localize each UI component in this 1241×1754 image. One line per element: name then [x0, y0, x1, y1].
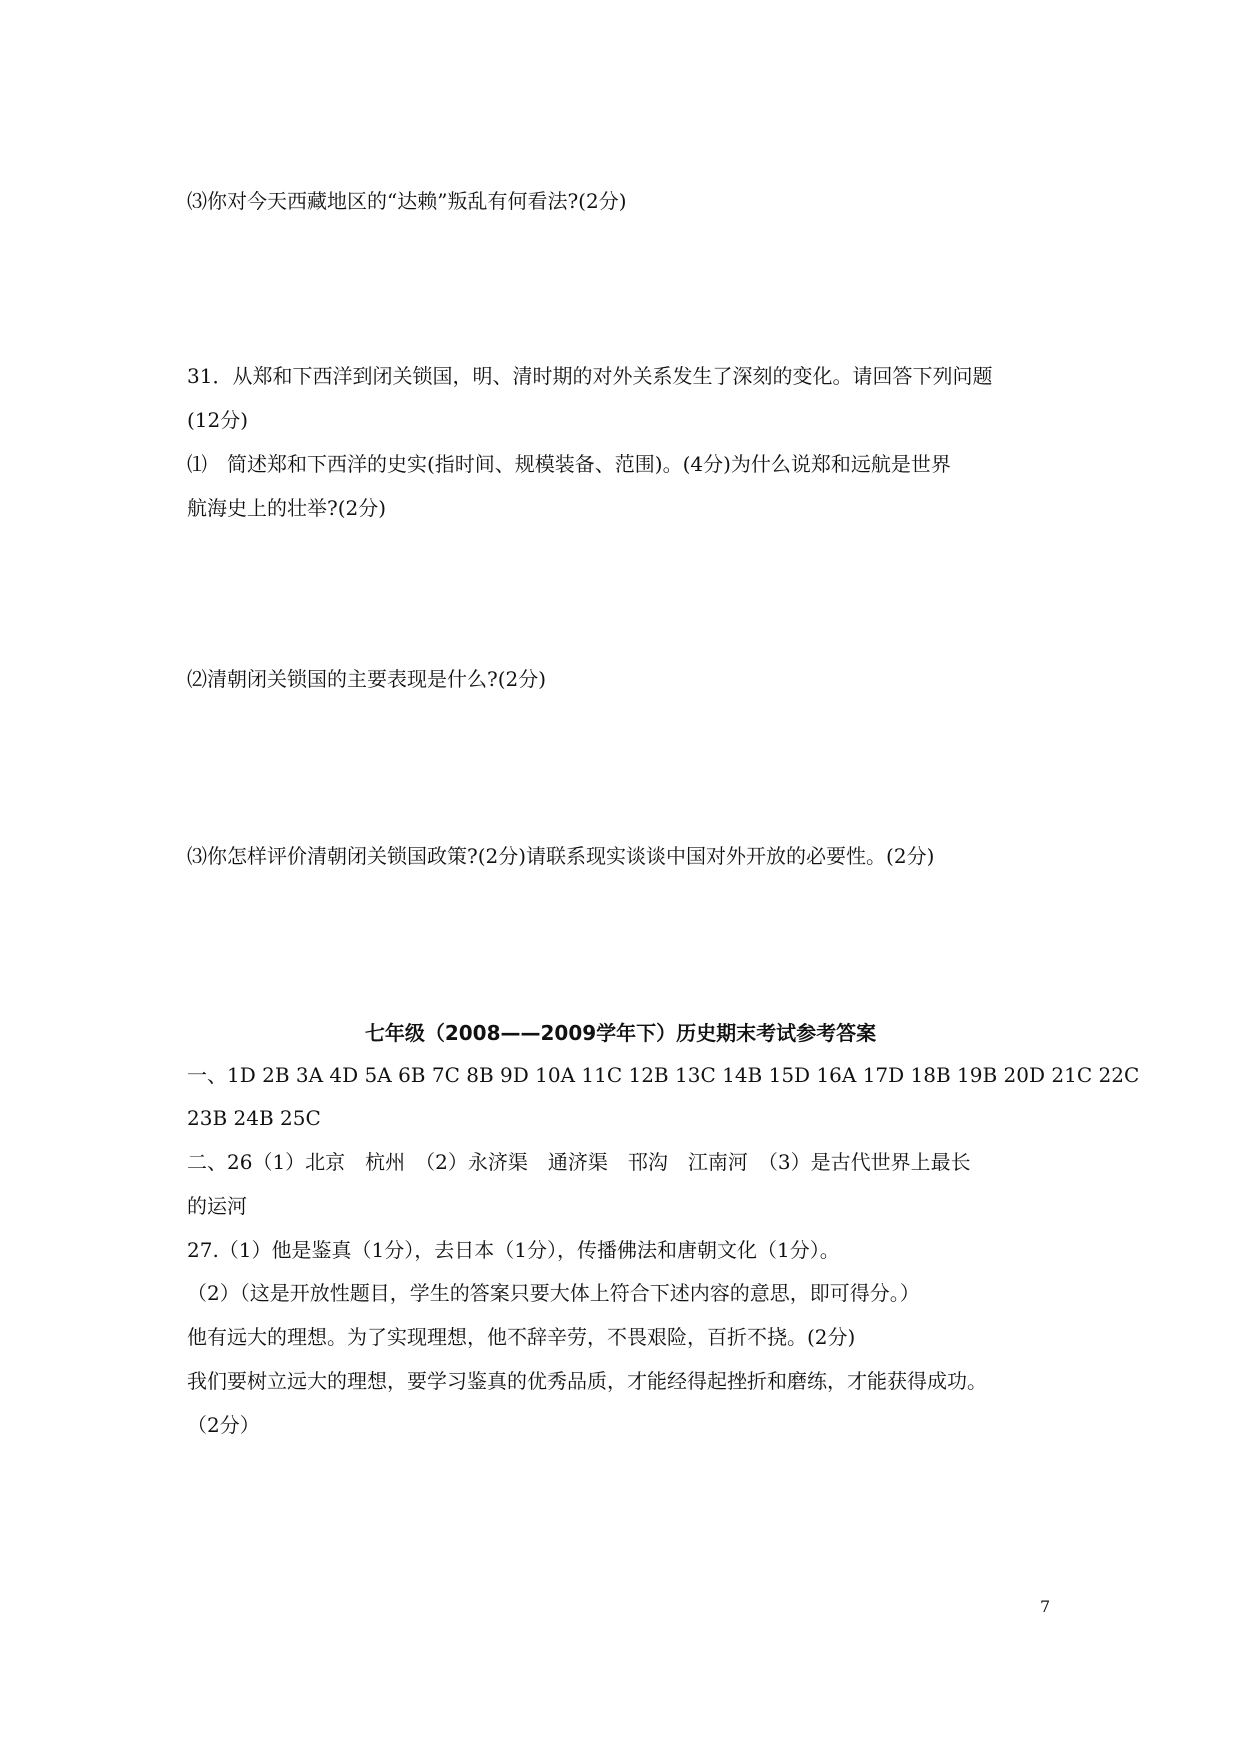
answer-part-1-cont: 23B 24B 25C	[187, 1106, 321, 1130]
answer-27-line-4: 我们要树立远大的理想，要学习鉴真的优秀品质，才能经得起挫折和磨练，才能获得成功。	[187, 1369, 987, 1393]
answer-27-part-2: （2）（这是开放性题目，学生的答案只要大体上符合下述内容的意思，即可得分。）	[187, 1281, 920, 1305]
question-31-intro-points: (12分)	[187, 408, 249, 432]
page-number: 7	[1040, 1597, 1051, 1616]
question-31-part-1-cont: 航海史上的壮举?(2分)	[187, 496, 387, 520]
question-31-part-1: ⑴ 简述郑和下西洋的史实(指时间、规模装备、范围)。(4分)为什么说郑和远航是世界	[187, 452, 951, 476]
answer-part-2-cont: 的运河	[187, 1194, 247, 1218]
answer-27-part-1: 27.（1）他是鉴真（1分），去日本（1分），传播佛法和唐朝文化（1分）。	[187, 1238, 840, 1262]
answer-part-2: 二、26（1）北京 杭州 （2）永济渠 通济渠 邗沟 江南河 （3）是古代世界上最长	[187, 1150, 971, 1174]
question-31-part-2: ⑵清朝闭关锁国的主要表现是什么?(2分)	[187, 667, 547, 691]
question-30-part-3: ⑶你对今天西藏地区的“达赖”叛乱有何看法?(2分)	[187, 189, 627, 213]
answer-key-title: 七年级（2008——2009学年下）历史期末考试参考答案	[364, 1021, 877, 1045]
answer-27-line-3: 他有远大的理想。为了实现理想，他不辞辛劳，不畏艰险，百折不挠。(2分)	[187, 1325, 856, 1349]
answer-part-1: 一、1D 2B 3A 4D 5A 6B 7C 8B 9D 10A 11C 12B 13C 14B 15D 16A 17D 18B 19B 20D 21C 22C	[187, 1063, 1140, 1087]
answer-27-line-5: （2分）	[187, 1413, 260, 1437]
question-31-intro: 31．从郑和下西洋到闭关锁国，明、清时期的对外关系发生了深刻的变化。请回答下列问题	[187, 364, 993, 388]
question-31-part-3: ⑶你怎样评价清朝闭关锁国政策?(2分)请联系现实谈谈中国对外开放的必要性。(2分)	[187, 844, 935, 868]
